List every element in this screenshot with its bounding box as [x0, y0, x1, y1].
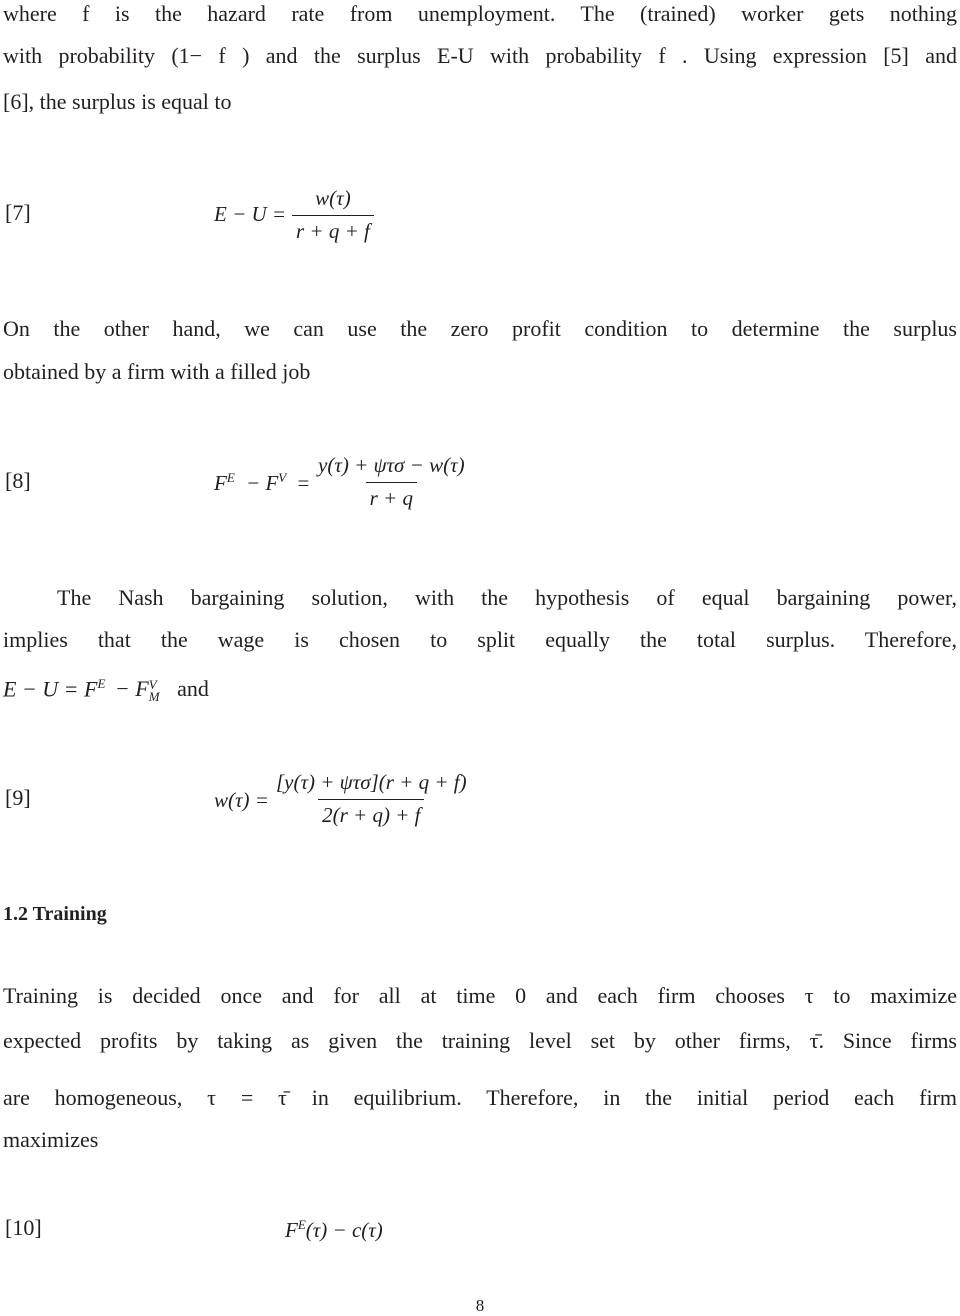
equation-label: [8]: [5, 468, 31, 493]
paragraph-line: On the other hand, we can use the zero profit condition to determine the surplus: [3, 316, 957, 341]
superscript: V: [278, 470, 287, 485]
paragraph-line: [6], the surplus is equal to: [3, 89, 232, 114]
equation-expression: [285, 1217, 383, 1243]
fraction-denominator: r + q: [366, 482, 417, 511]
paragraph-line: implies that the wage is chosen to split equally the total surplus. Therefore,: [3, 627, 957, 652]
paragraph-line: are homogeneous, τ = τ̄ in equilibrium. Therefore, in the initial period each firm: [3, 1085, 957, 1110]
equation-lhs: E − U =: [214, 202, 287, 226]
superscript: V: [148, 677, 157, 693]
fraction-denominator: r + q + f: [292, 215, 374, 244]
inline-formula: − F: [114, 676, 149, 702]
expression-rest: (τ) − c(τ): [305, 1218, 383, 1242]
paragraph-line: where f is the hazard rate from unemployment. The (trained) worker gets nothing: [3, 1, 957, 26]
var-F: F: [285, 1218, 298, 1242]
equation-label: [10]: [5, 1215, 42, 1240]
fraction-denominator: 2(r + q) + f: [318, 799, 424, 828]
paragraph-line: Training is decided once and for all at time 0 and each firm chooses τ to maximize: [3, 983, 957, 1008]
var-F: F: [214, 471, 227, 495]
equation-fraction: [292, 186, 374, 244]
page-number: 8: [475, 1296, 485, 1315]
paragraph-formula-line: [3, 673, 957, 703]
equation-fraction: [314, 453, 469, 511]
equation-label: [9]: [5, 785, 31, 810]
equation-lhs: [214, 470, 309, 496]
fraction-numerator: [y(τ) + ψτσ](r + q + f): [276, 770, 467, 794]
equals-sign: =: [297, 471, 310, 495]
equation-lhs: w(τ) =: [214, 788, 269, 812]
paragraph-line: with probability (1− f ) and the surplus E-U with probability f . Using expression [5] and: [3, 43, 957, 68]
inline-text: and: [177, 676, 209, 702]
superscript: E: [97, 676, 106, 691]
section-heading: 1.2 Training: [3, 903, 107, 925]
paragraph-line: expected profits by taking as given the training level set by other firms, τ̄. Since firms: [3, 1028, 957, 1053]
equation-fraction: [272, 770, 471, 828]
superscript: E: [226, 470, 235, 485]
fraction-numerator: w(τ): [315, 186, 351, 210]
superscript: E: [297, 1217, 306, 1232]
paragraph-line: obtained by a firm with a filled job: [3, 359, 311, 384]
paragraph-line: The Nash bargaining solution, with the hypothesis of equal bargaining power,: [57, 585, 957, 610]
var-minus-F: − F: [246, 471, 279, 495]
paragraph-line: maximizes: [3, 1127, 99, 1152]
equation-label: [7]: [5, 200, 31, 225]
inline-formula: E − U = F: [3, 676, 98, 702]
fraction-numerator: y(τ) + ψτσ − w(τ): [318, 453, 465, 477]
subscript: M: [148, 689, 160, 705]
